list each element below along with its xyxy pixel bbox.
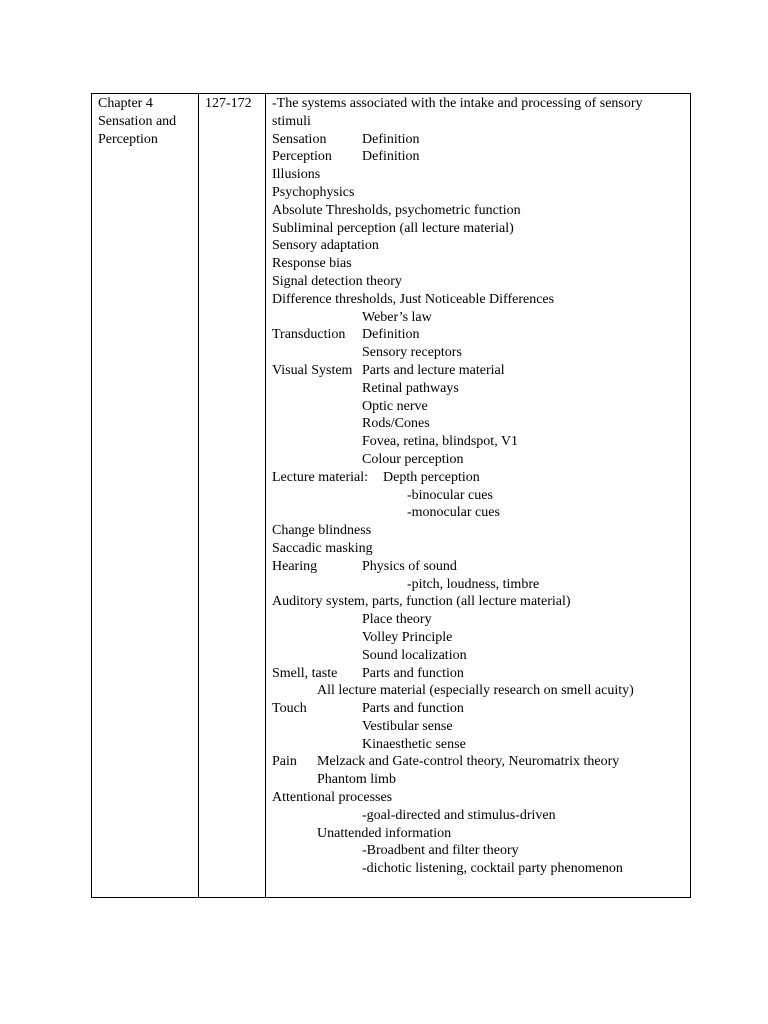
list-item: Kinaesthetic sense	[362, 736, 466, 752]
topic-value: Physics of sound	[362, 558, 457, 574]
topic-value: Melzack and Gate-control theory, Neuromatrix theory	[317, 754, 620, 770]
topic-sensory-receptors: Sensory receptors	[362, 345, 462, 361]
list-item: Colour perception	[362, 451, 464, 467]
topic-perception	[272, 148, 684, 166]
pages-cell	[199, 94, 266, 898]
list-item: -Broadbent and filter theory	[362, 843, 519, 859]
list-item: Optic nerve	[362, 398, 428, 414]
list-item: Rods/Cones	[362, 416, 430, 432]
topic-label: Perception	[272, 149, 332, 165]
topic-lecture-material	[272, 469, 684, 487]
list-item: Volley Principle	[362, 629, 453, 645]
topic-label: Transduction	[272, 327, 346, 343]
topic-absolute-thresholds: Absolute Thresholds, psychometric function	[272, 202, 521, 218]
list-item: -goal-directed and stimulus-driven	[362, 807, 556, 823]
topic-change-blindness: Change blindness	[272, 523, 372, 539]
topic-signal-detection: Signal detection theory	[272, 273, 402, 289]
list-item: -dichotic listening, cocktail party phenomenon	[362, 861, 623, 877]
topic-value: Parts and lecture material	[362, 362, 505, 378]
chapter-title: Chapter 4 Sensation and Perception	[98, 96, 177, 147]
topic-value: Parts and function	[362, 701, 464, 717]
topic-phantom-limb: Phantom limb	[317, 772, 396, 788]
topic-subliminal: Subliminal perception (all lecture material)	[272, 220, 514, 236]
list-item: Sound localization	[362, 647, 467, 663]
list-item: Place theory	[362, 612, 432, 628]
topic-label: Visual System	[272, 362, 353, 378]
topic-sensory-adaptation: Sensory adaptation	[272, 238, 379, 254]
topic-label: Touch	[272, 701, 307, 717]
topic-visual-system	[272, 362, 684, 380]
outline-table	[91, 93, 691, 898]
topic-attentional: Attentional processes	[272, 790, 393, 806]
chapter-cell	[92, 94, 199, 898]
topic-smell-taste	[272, 665, 684, 683]
topic-response-bias: Response bias	[272, 256, 352, 272]
topic-value: Parts and function	[362, 665, 464, 681]
topic-intro: -The systems associated with the intake and processing of sensory stimuli	[272, 96, 643, 129]
topic-webers-law: Weber’s law	[362, 309, 432, 325]
topic-value: Depth perception	[383, 469, 480, 485]
topic-difference-thresholds: Difference thresholds, Just Noticeable Differences	[272, 291, 555, 307]
topic-value: Definition	[362, 131, 420, 147]
topic-pain	[272, 753, 684, 771]
list-item: Retinal pathways	[362, 380, 459, 396]
list-item: -pitch, loudness, timbre	[407, 576, 540, 592]
topics-cell	[266, 94, 691, 898]
topic-unattended: Unattended information	[317, 825, 452, 841]
topic-label: Lecture material:	[272, 469, 368, 485]
table-row	[92, 94, 691, 898]
topic-touch	[272, 700, 684, 718]
list-item: Fovea, retina, blindspot, V1	[362, 434, 519, 450]
topic-psychophysics: Psychophysics	[272, 184, 355, 200]
topic-label: Hearing	[272, 558, 318, 574]
topic-smell-note: All lecture material (especially research on smell acuity)	[317, 683, 634, 699]
topic-label: Smell, taste	[272, 665, 338, 681]
topic-label: Pain	[272, 754, 297, 770]
list-item: -monocular cues	[407, 505, 500, 521]
page-range: 127-172	[205, 96, 252, 111]
topic-sensation	[272, 131, 684, 149]
topic-value: Definition	[362, 149, 420, 165]
topic-label: Sensation	[272, 131, 327, 147]
topic-transduction	[272, 326, 684, 344]
topic-saccadic-masking: Saccadic masking	[272, 540, 373, 556]
topic-auditory-system: Auditory system, parts, function (all lecture material)	[272, 594, 571, 610]
topic-illusions: Illusions	[272, 167, 321, 183]
topic-hearing	[272, 558, 684, 576]
list-item: Vestibular sense	[362, 718, 453, 734]
list-item: -binocular cues	[407, 487, 493, 503]
topic-value: Definition	[362, 327, 420, 343]
